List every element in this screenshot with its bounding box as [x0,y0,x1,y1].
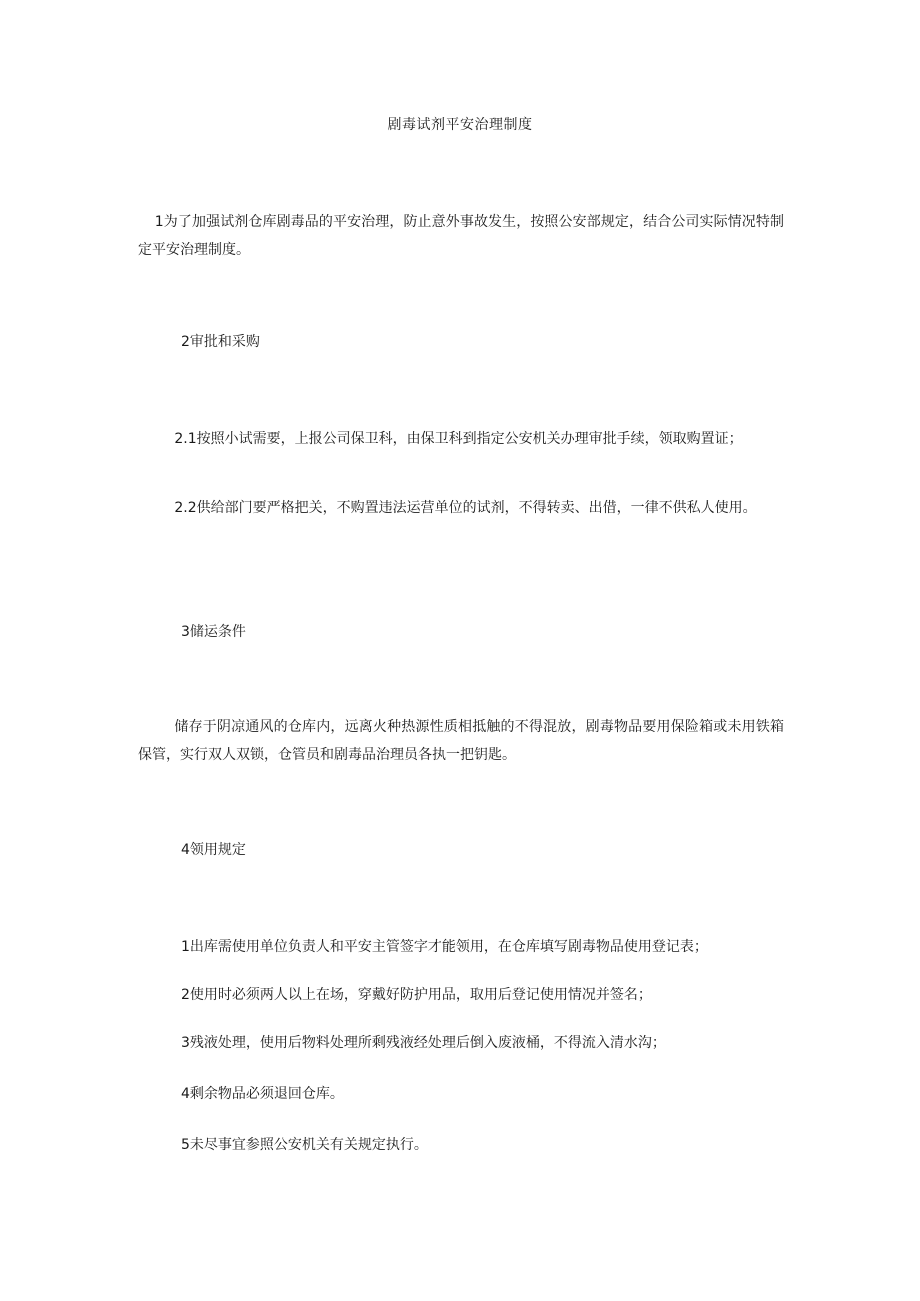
section-4-item-5: 5未尽事宜参照公安机关有关规定执行。 [181,1137,428,1153]
intro-paragraph: 1为了加强试剂仓库剧毒品的平安治理，防止意外事故发生，按照公安部规定，结合公司实际情况特制定平安治理制度。 [138,214,784,258]
section-3-body: 储存于阴凉通风的仓库内，远离火种热源性质相抵触的不得混放，剧毒物品要用保险箱或未用铁箱保管，实行双人双锁，仓管员和剧毒品治理员各执一把钥匙。 [138,719,784,763]
section-4-item-1: 1出库需使用单位负责人和平安主管签字才能领用，在仓库填写剧毒物品使用登记表； [181,939,708,955]
section-4-item-4: 4剩余物品必须退回仓库。 [181,1086,344,1102]
section-4-item-2: 2使用时必须两人以上在场，穿戴好防护用品，取用后登记使用情况并签名； [181,987,652,1003]
document-title: 剧毒试剂平安治理制度 [387,117,533,133]
section-2-item-2: 2.2供给部门要严格把关，不购置违法运营单位的试剂，不得转卖、出借，一律不供私人使用。 [174,500,757,516]
section-3-heading: 3储运条件 [181,624,246,640]
section-2-heading: 2审批和采购 [181,334,260,350]
section-4-heading: 4领用规定 [181,842,246,858]
section-4-item-3: 3残液处理，使用后物料处理所剩残液经处理后倒入废液桶，不得流入清水沟； [181,1035,666,1051]
section-2-item-1: 2.1按照小试需要，上报公司保卫科，由保卫科到指定公安机关办理审批手续，领取购置证； [174,431,743,447]
